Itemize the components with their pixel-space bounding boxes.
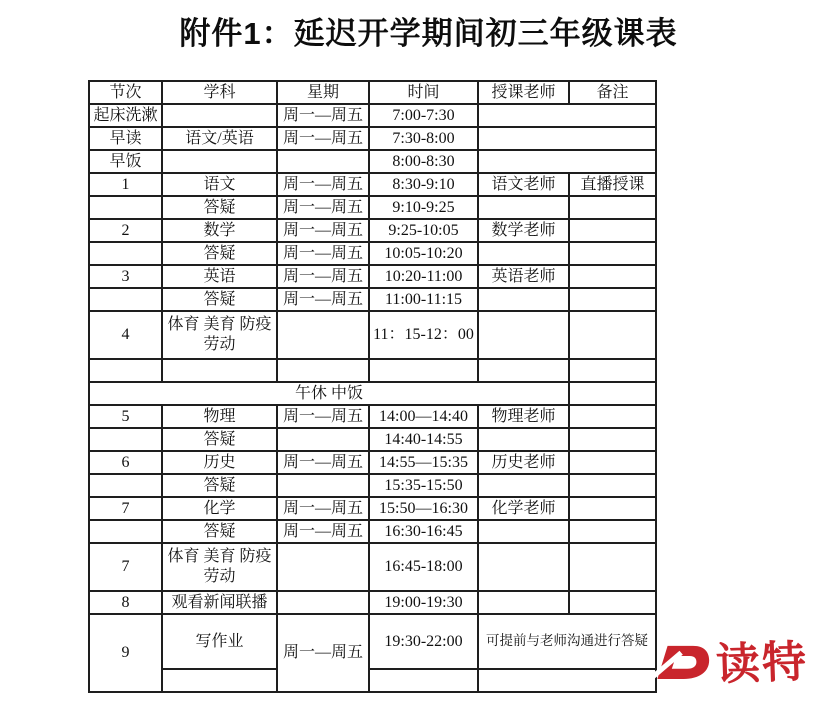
table-cell [89,242,162,265]
row-morning-reading [89,127,656,150]
table-cell: 可提前与老师沟通进行答疑 [478,614,656,669]
table-cell [89,474,162,497]
schedule-table-body [89,104,656,692]
table-cell: 9:10-9:25 [369,196,478,219]
table-cell: 周一—周五 [277,265,369,288]
table-cell [569,288,656,311]
table-cell: 答疑 [162,196,277,219]
table-cell: 早饭 [89,150,162,173]
table-cell [478,591,569,614]
table-cell: 答疑 [162,288,277,311]
table-cell [569,520,656,543]
row-period5-physics [89,405,656,428]
table-cell: 14:55—15:35 [369,451,478,474]
table-cell: 19:00-19:30 [369,591,478,614]
header-subject: 学科 [162,81,277,104]
table-cell [277,311,369,359]
page-title: 附件1：延迟开学期间初三年级课表 [179,16,678,51]
table-cell: 周一—周五 [277,405,369,428]
table-cell [478,288,569,311]
table-cell: 化学 [162,497,277,520]
table-cell [162,104,277,127]
table-cell [89,520,162,543]
table-cell: 语文老师 [478,173,569,196]
table-cell [162,150,277,173]
table-cell [478,242,569,265]
table-cell: 15:50—16:30 [369,497,478,520]
table-header-row [89,81,656,104]
row-period2-math [89,219,656,242]
table-cell: 周一—周五 [277,173,369,196]
table-cell [478,520,569,543]
table-cell [569,543,656,591]
table-cell [478,127,656,150]
table-cell: 周一—周五 [277,127,369,150]
table-cell: 历史 [162,451,277,474]
table-cell [569,311,656,359]
table-cell: 物理 [162,405,277,428]
table-cell [478,428,569,451]
table-cell [277,359,369,382]
row-qa-chinese [89,196,656,219]
dutenews-logo-icon [654,640,710,689]
row-period9-homework [89,614,656,669]
table-cell [569,497,656,520]
table-cell: 语文/英语 [162,127,277,150]
table-cell [89,288,162,311]
table-cell: 周一—周五 [277,451,369,474]
table-cell: 答疑 [162,428,277,451]
table-cell: 答疑 [162,242,277,265]
table-cell [569,265,656,288]
table-cell: 周一—周五 [277,497,369,520]
table-cell [277,474,369,497]
header-remarks: 备注 [569,81,656,104]
header-teacher: 授课老师 [478,81,569,104]
table-cell: 4 [89,311,162,359]
table-cell [569,219,656,242]
row-period8-news [89,591,656,614]
table-cell [89,359,162,382]
table-cell: 10:05-10:20 [369,242,478,265]
table-cell [569,591,656,614]
table-cell [478,474,569,497]
table-cell: 英语老师 [478,265,569,288]
table-cell [277,428,369,451]
row-period4-pe [89,311,656,359]
table-cell [89,196,162,219]
table-cell [569,196,656,219]
table-cell: 直播授课 [569,173,656,196]
dutenews-watermark [654,632,829,696]
row-period7-pe [89,543,656,591]
table-cell: 3 [89,265,162,288]
table-cell: 历史老师 [478,451,569,474]
table-cell: 11:00-11:15 [369,288,478,311]
schedule-table [88,80,657,693]
table-cell [569,382,656,405]
row-wakeup [89,104,656,127]
table-cell [569,359,656,382]
table-cell: 数学 [162,219,277,242]
watermark-brand-text: 读特 [715,637,809,690]
row-qa-math [89,242,656,265]
table-cell: 答疑 [162,474,277,497]
header-weekday: 星期 [277,81,369,104]
row-period3-english [89,265,656,288]
table-cell [277,591,369,614]
table-cell: 周一—周五 [277,219,369,242]
table-cell: 语文 [162,173,277,196]
header-time: 时间 [369,81,478,104]
table-cell: 1 [89,173,162,196]
table-cell [369,359,478,382]
table-cell: 16:45-18:00 [369,543,478,591]
table-cell: 早读 [89,127,162,150]
table-cell [478,196,569,219]
table-cell: 午休 中饭 [89,382,569,405]
table-cell: 8:30-9:10 [369,173,478,196]
table-cell: 周一—周五 [277,520,369,543]
table-cell: 16:30-16:45 [369,520,478,543]
row-lunch-break [89,382,656,405]
table-cell [369,669,478,692]
row-qa-english [89,288,656,311]
table-cell: 周一—周五 [277,196,369,219]
row-period1-chinese [89,173,656,196]
table-cell: 起床洗漱 [89,104,162,127]
table-cell: 14:40-14:55 [369,428,478,451]
table-cell [569,451,656,474]
table-cell: 答疑 [162,520,277,543]
table-cell: 周一—周五 [277,614,369,692]
table-cell [89,428,162,451]
table-cell: 英语 [162,265,277,288]
table-cell: 2 [89,219,162,242]
table-cell: 体育 美育 防疫 劳动 [162,543,277,591]
table-cell: 写作业 [162,614,277,669]
table-cell [478,311,569,359]
table-cell: 观看新闻联播 [162,591,277,614]
table-cell: 数学老师 [478,219,569,242]
table-cell [478,543,569,591]
table-cell: 6 [89,451,162,474]
table-cell [478,150,656,173]
table-cell [569,428,656,451]
table-cell: 8 [89,591,162,614]
row-qa-physics [89,428,656,451]
table-cell: 周一—周五 [277,242,369,265]
row-period6-history [89,451,656,474]
table-cell [478,104,656,127]
table-cell: 10:20-11:00 [369,265,478,288]
table-cell [277,543,369,591]
row-empty [89,359,656,382]
row-qa-history [89,474,656,497]
table-cell: 9 [89,614,162,692]
table-cell: 7 [89,497,162,520]
table-cell: 7:00-7:30 [369,104,478,127]
table-cell [162,359,277,382]
table-cell [569,474,656,497]
table-cell: 周一—周五 [277,288,369,311]
header-period: 节次 [89,81,162,104]
table-cell: 8:00-8:30 [369,150,478,173]
table-cell: 5 [89,405,162,428]
table-cell: 14:00—14:40 [369,405,478,428]
table-cell: 物理老师 [478,405,569,428]
row-period7-chemistry [89,497,656,520]
table-cell: 15:35-15:50 [369,474,478,497]
table-cell: 19:30-22:00 [369,614,478,669]
row-empty-last [89,669,656,692]
table-cell: 7:30-8:00 [369,127,478,150]
table-cell [569,242,656,265]
table-cell [162,669,277,692]
table-cell [569,405,656,428]
table-cell: 化学老师 [478,497,569,520]
row-qa-chemistry [89,520,656,543]
table-cell: 7 [89,543,162,591]
table-cell [478,669,656,692]
row-breakfast [89,150,656,173]
table-cell: 体育 美育 防疫 劳动 [162,311,277,359]
table-cell [478,359,569,382]
table-cell: 11：15-12：00 [369,311,478,359]
table-cell: 9:25-10:05 [369,219,478,242]
table-cell [277,150,369,173]
table-cell: 周一—周五 [277,104,369,127]
